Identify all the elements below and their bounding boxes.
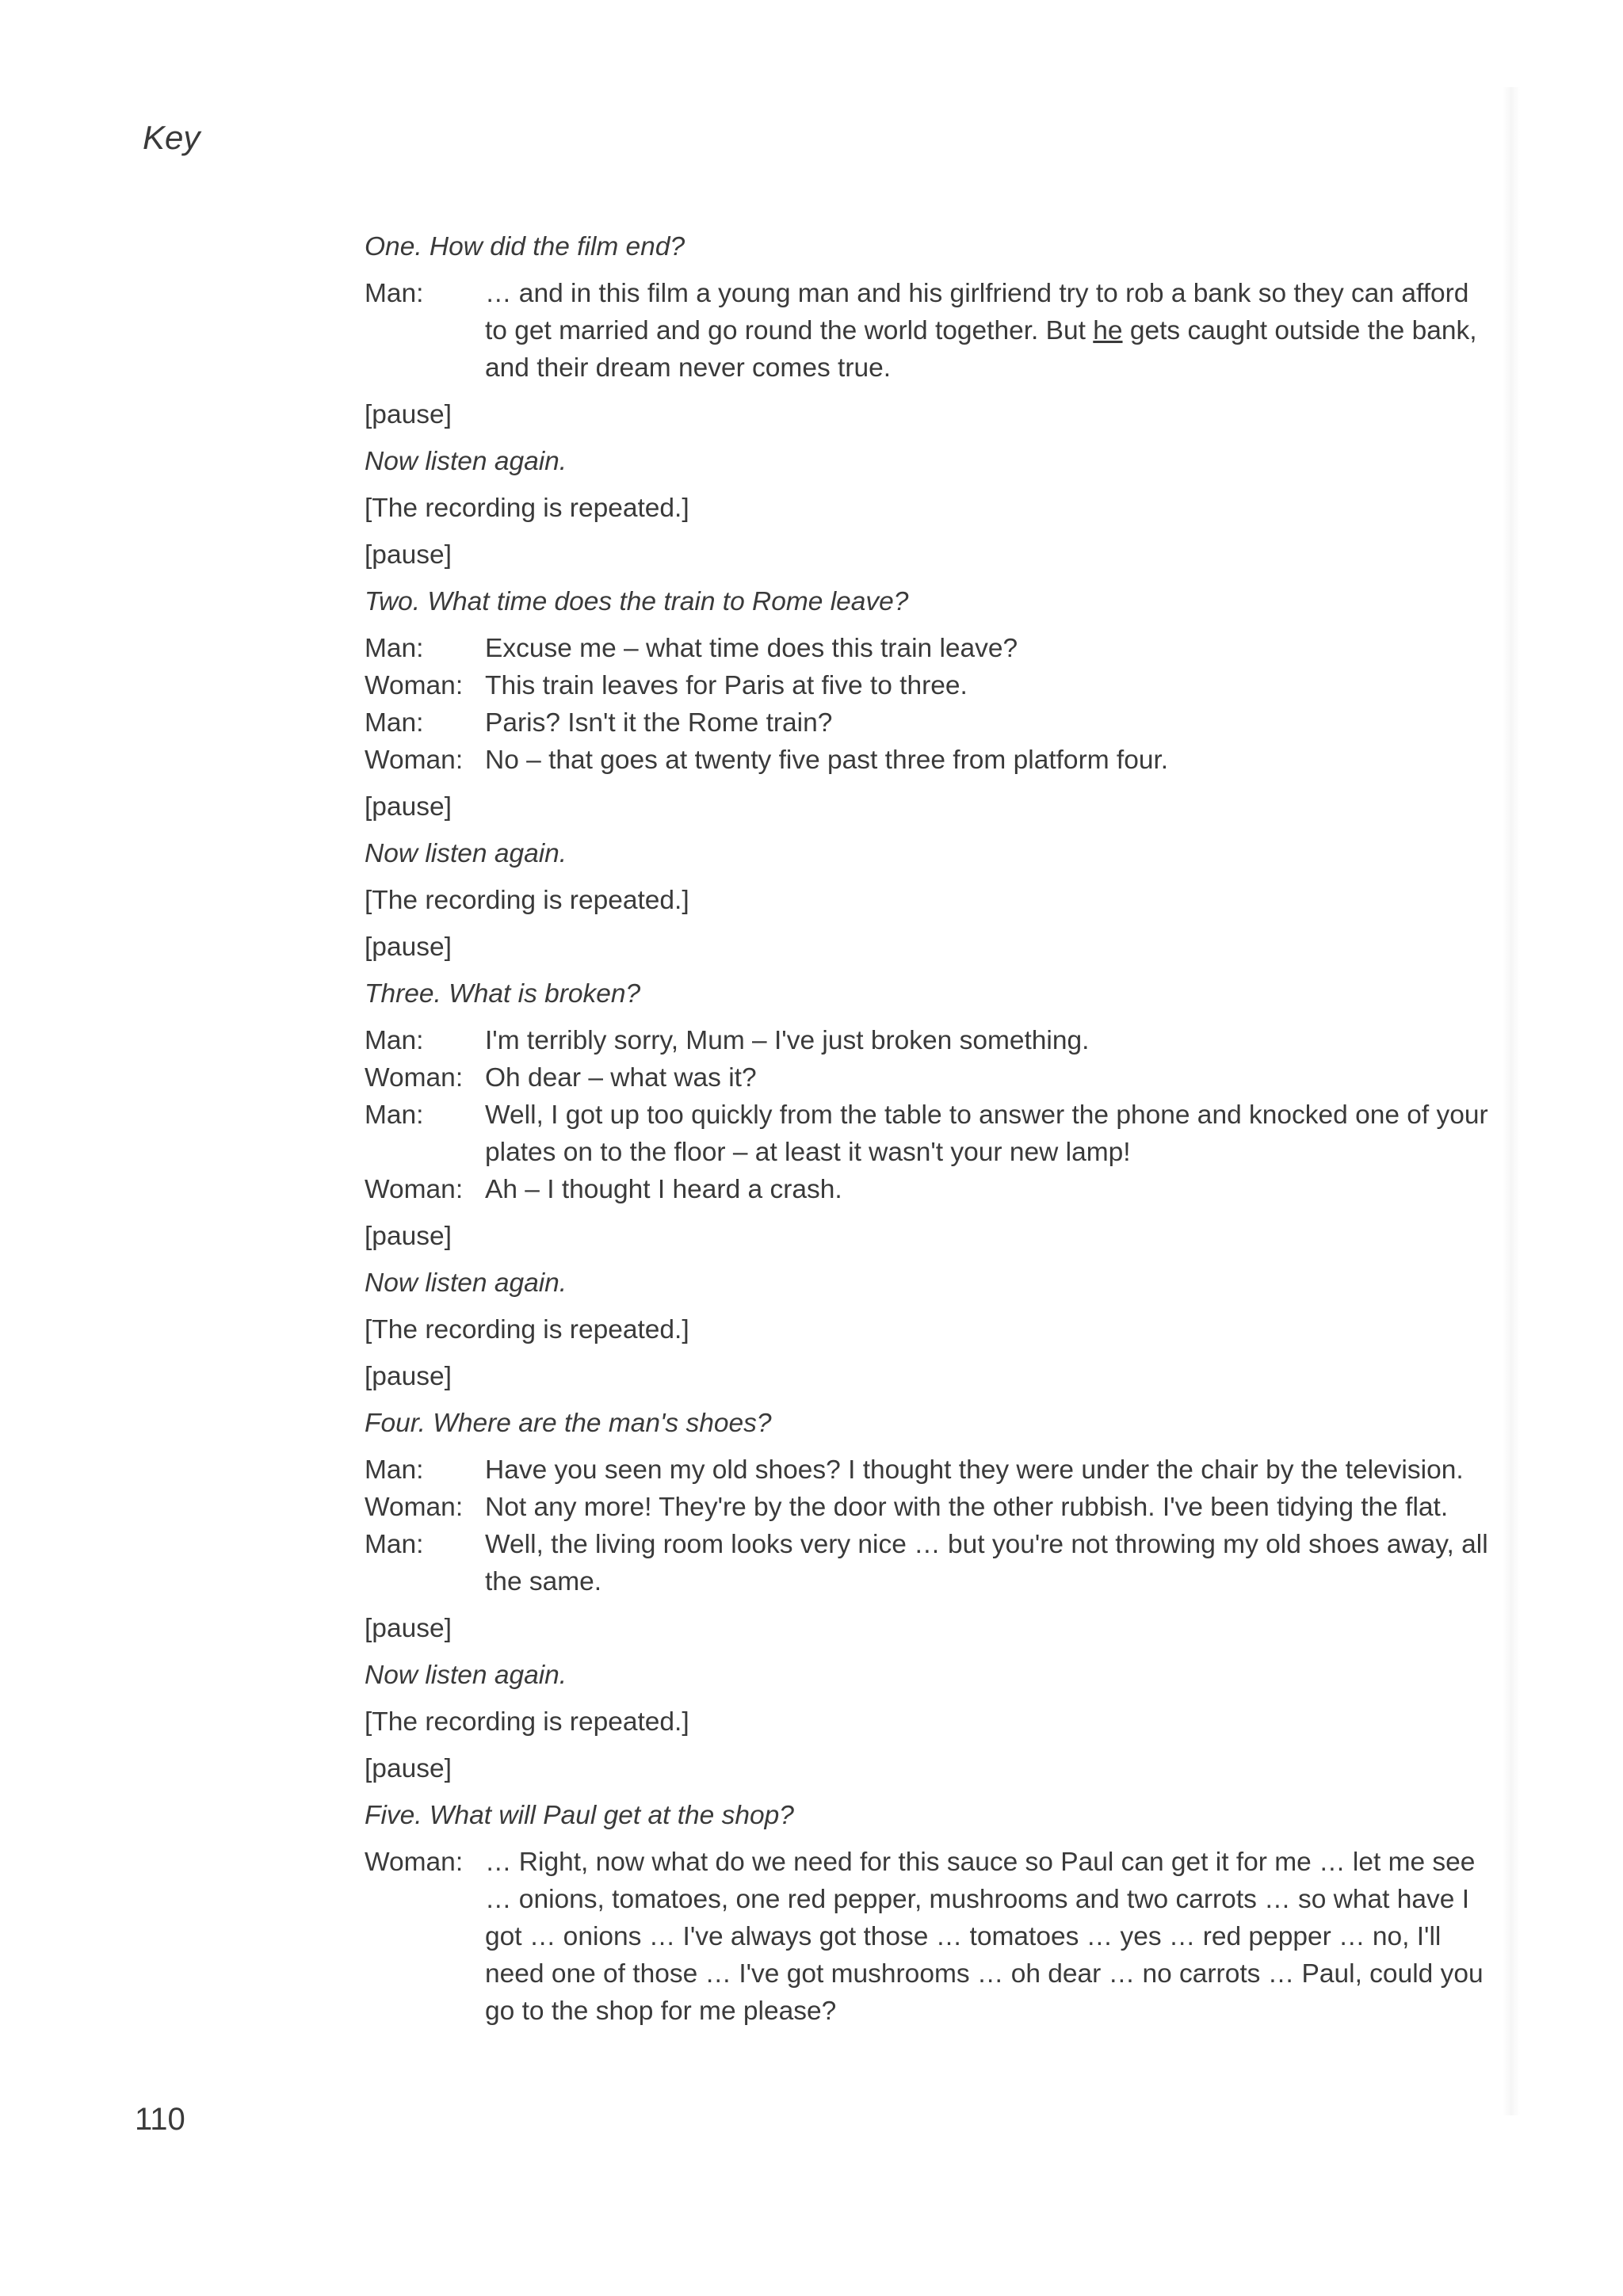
- repeat-note: [The recording is repeated.]: [365, 494, 689, 523]
- listen-again-instruction: Now listen again.: [365, 447, 567, 476]
- speech-text: Well, I got up too quickly from the table to answer the phone and knocked one of your plates on to the floor – at least it wasn't your new lamp!: [485, 1100, 1488, 1167]
- pause-marker: [pause]: [365, 792, 452, 822]
- speech-text: Excuse me – what time does this train leave?: [485, 634, 1018, 663]
- question-heading: Two. What time does the train to Rome leave?: [365, 587, 909, 616]
- dialogue: [365, 275, 1490, 387]
- speaker-label: Man:: [365, 1455, 424, 1485]
- question-heading: Three. What is broken?: [365, 979, 641, 1009]
- dialogue: [365, 1844, 1490, 2030]
- question-heading: Four. Where are the man's shoes?: [365, 1409, 772, 1438]
- dialogue-line: [365, 1097, 1490, 1171]
- speech-text: This train leaves for Paris at five to three.: [485, 671, 968, 700]
- pause-marker: [pause]: [365, 540, 452, 570]
- question-heading: Five. What will Paul get at the shop?: [365, 1801, 794, 1830]
- transcript-content: [365, 228, 1490, 2039]
- running-head: Key: [143, 119, 200, 156]
- dialogue-line: [365, 1171, 1490, 1208]
- pause-marker: [pause]: [365, 1222, 452, 1251]
- dialogue-line: [365, 1844, 1490, 2030]
- underlined-word: he: [1093, 316, 1123, 345]
- speech-text: Not any more! They're by the door with the other rubbish. I've been tidying the flat.: [485, 1493, 1449, 1522]
- dialogue: [365, 630, 1490, 779]
- section-four: [365, 1405, 1490, 1787]
- repeat-note: [The recording is repeated.]: [365, 1707, 689, 1737]
- speaker-label: Woman:: [365, 1063, 464, 1093]
- dialogue-line: [365, 1022, 1490, 1059]
- pause-marker: [pause]: [365, 1362, 452, 1391]
- page-number: 110: [135, 2102, 185, 2137]
- repeat-note: [The recording is repeated.]: [365, 1315, 689, 1344]
- pause-marker: [pause]: [365, 933, 452, 962]
- dialogue-line: [365, 667, 1490, 704]
- speaker-label: Woman:: [365, 1848, 464, 1877]
- speech-text: No – that goes at twenty five past three from platform four.: [485, 746, 1169, 775]
- dialogue-line: [365, 275, 1490, 387]
- speech-text: Oh dear – what was it?: [485, 1063, 757, 1093]
- speaker-label: Woman:: [365, 746, 464, 775]
- listen-again-instruction: Now listen again.: [365, 1268, 567, 1298]
- dialogue-line: [365, 742, 1490, 779]
- speech-text: Paris? Isn't it the Rome train?: [485, 708, 833, 738]
- dialogue-line: [365, 1526, 1490, 1600]
- speech-text-part: gets caught outside the bank, and their dream never comes true.: [485, 316, 1477, 383]
- speech-text-part: … and in this film a young man and his girlfriend try to rob a bank so they can afford to get married and go round the world together. But: [485, 279, 1469, 345]
- speech-text: Ah – I thought I heard a crash.: [485, 1175, 842, 1204]
- question-heading: One. How did the film end?: [365, 232, 685, 261]
- speaker-label: Man:: [365, 708, 424, 738]
- dialogue-line: [365, 1489, 1490, 1526]
- pause-marker: [pause]: [365, 1754, 452, 1783]
- speaker-label: Man:: [365, 1530, 424, 1559]
- speech-text: [485, 275, 1490, 387]
- pause-marker: [pause]: [365, 1614, 452, 1643]
- speaker-label: Man:: [365, 1026, 424, 1055]
- speaker-label: Woman:: [365, 1493, 464, 1522]
- speech-text: Have you seen my old shoes? I thought they were under the chair by the television.: [485, 1455, 1464, 1485]
- listen-again-instruction: Now listen again.: [365, 839, 567, 868]
- section-three: [365, 975, 1490, 1395]
- dialogue-line: [365, 1059, 1490, 1097]
- dialogue: [365, 1451, 1490, 1600]
- repeat-note: [The recording is repeated.]: [365, 886, 689, 915]
- dialogue-line: [365, 704, 1490, 742]
- speaker-label: Man:: [365, 1100, 424, 1130]
- page-edge-shadow: [1503, 87, 1520, 2115]
- speaker-label: Man:: [365, 634, 424, 663]
- dialogue-line: [365, 630, 1490, 667]
- speech-text: Well, the living room looks very nice … but you're not throwing my old shoes away, all the same.: [485, 1530, 1488, 1596]
- speech-text: … Right, now what do we need for this sauce so Paul can get it for me … let me see … onions, tomatoes, one red pepper, mushrooms and two carrots … so what have I got … onions … I've always got those … tomatoes … yes … red pepper … no, I'll need one of those … I've got mushrooms … oh dear … no carrots … Paul, could you go to the shop for me please?: [485, 1848, 1484, 2026]
- speech-text: I'm terribly sorry, Mum – I've just broken something.: [485, 1026, 1090, 1055]
- pause-marker: [pause]: [365, 400, 452, 429]
- dialogue: [365, 1022, 1490, 1208]
- speaker-label: Woman:: [365, 671, 464, 700]
- section-five: [365, 1797, 1490, 2030]
- speaker-label: Woman:: [365, 1175, 464, 1204]
- listen-again-instruction: Now listen again.: [365, 1661, 567, 1690]
- section-two: [365, 583, 1490, 966]
- speaker-label: Man:: [365, 279, 424, 308]
- section-one: [365, 228, 1490, 574]
- dialogue-line: [365, 1451, 1490, 1489]
